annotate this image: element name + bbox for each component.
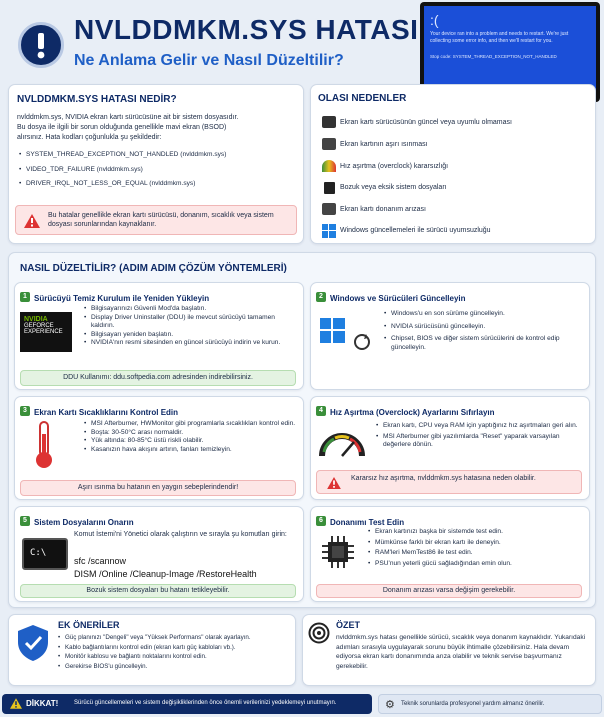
logo-line: EXPERIENCE [24,329,63,335]
step-1-list [84,305,296,348]
step-item: • PSU'nun yeterli gücü sağladığından emin olun. [368,560,584,569]
windows-update-icon [320,318,372,354]
extra-item: • Güç planınızı "Dengeli" veya "Yüksek Performans" olarak ayarlayın. [58,633,292,643]
step-5-note: Bozuk sistem dosyaları bu hatanı tetikleyebilir. [20,584,296,598]
windows-icon [322,224,336,238]
hardware-icon [322,203,336,215]
step-1-header [20,288,209,306]
causes-title: OLASI NEDENLER [318,93,407,104]
fix-title: NASIL DÜZELTİLİR? (ADIM ADIM ÇÖZÜM YÖNTEMLERİ) [20,263,287,274]
chip-icon [320,534,356,570]
cause-item: Ekran kartının aşırı ısınması [340,141,428,148]
attention-label: DİKKAT! [26,699,59,708]
step-item: • MSI Afterburner, HWMonitor gibi programlarla sıcaklıkları kontrol edin. [84,420,296,429]
step-2-title: Windows ve Sürücüleri Güncelleyin [330,294,466,303]
what-is-card [8,84,304,244]
attention-text: Sürücü güncellemeleri ve sistem değişikliklerinden önce önemli verilerinizi yedeklemeyi unutmayın. [74,700,337,706]
extra-item: • Monitör kablosu ve bağlantı noktalarını kontrol edin. [58,652,292,662]
step-number: 2 [316,292,326,302]
step-6-list [368,528,584,568]
step-number: 5 [20,516,30,526]
step-5-intro: Komut İstemi'ni Yönetici olarak çalıştırın ve sırayla şu komutları girin: [74,531,287,538]
summary-text: nvlddmkm.sys hatası genellikle sürücü, sıcaklık veya donanım kaynaklıdır. Yukarıdaki adımları sırasıyla uygulayarak sorunu büyük ihtimalle çözebilirsiniz. Hala devam ediyorsa ekran kartı donanımında arıza olabilir ve teknik servise başvurmanız gerekebilir. [336,634,586,670]
logo-line: NVIDIA [24,316,48,323]
warning-box [15,205,297,235]
extra-item: • Gerekirse BIOS'u güncelleyin. [58,662,292,672]
shield-check-icon [16,624,50,662]
bsod-stop: Stop code: SYSTEM_THREAD_EXCEPTION_NOT_HANDLED [430,54,557,59]
tip-bar [378,694,602,714]
step-item: • NVIDIA'nın resmi sitesinden en güncel sürücüyü indirin ve kurun. [84,339,296,348]
warning-icon [10,698,22,709]
alert-icon [18,22,64,68]
step-4-note [316,470,582,494]
step-1-title: Sürücüyü Temiz Kurulum ile Yeniden Yükleyin [34,294,210,303]
step-item: • Yük altında: 80-85°C üstü riskli olabilir. [84,437,296,446]
what-is-title: NVLDDMKM.SYS HATASI NEDİR? [17,94,177,105]
bsod-face: :( [430,12,439,28]
extra-item: • Kablo bağlantılarını kontrol edin (ekran kartı güç kabloları vb.). [58,643,292,653]
cause-item: Ekran kartı sürücüsünün güncel veya uyumlu olmaması [340,119,512,126]
step-item: • Chipset, BIOS ve diğer sistem sürücülerini de kontrol edip güncelleyin. [384,335,582,352]
step-5-header [20,512,134,530]
nvidia-logo [20,312,72,352]
step-number: 3 [20,406,30,416]
step-item: • NVIDIA sürücüsünü güncelleyin. [384,323,582,332]
summary-title: ÖZET [336,620,360,630]
logo-line: GEFORCE [24,323,54,329]
tip-text: Teknik sorunlarda profesyonel yardım almanız önerilir. [401,701,545,707]
step-3-note: Aşırı ısınma bu hatanın en yaygın sebeplerindendir! [20,480,296,496]
extra-title: EK ÖNERİLER [58,620,120,630]
step-6-note: Donanım arızası varsa değişim gerekebilir. [316,584,582,598]
step-item: • Windows'u en son sürüme güncelleyin. [384,310,582,319]
step-item: • Ekran kartınızı başka bir sistemde test edin. [368,528,584,537]
attention-bar [2,694,372,714]
warning-text: Bu hatalar genellikle ekran kartı sürücüsü, donanım, sıcaklık veya sistem dosyası sorunlarından kaynaklanır. [48,212,274,228]
step-3-title: Ekran Kartı Sıcaklıklarını Kontrol Edin [34,408,179,417]
step-number: 1 [20,292,30,302]
extra-list [58,633,292,671]
step-number: 6 [316,516,326,526]
bsod-text: Your device ran into a problem and needs to restart. We're just collecting some error info, and then we'll restart for you. [430,31,569,44]
command-dism: DISM /Online /Cleanup-Image /RestoreHealth [74,569,257,579]
step-2-header [316,288,466,306]
step-item: • MSI Afterburner gibi yazılımlarda "Reset" yaparak varsayılan değerlere dönün. [376,433,584,450]
gear-icon: ⚙ [385,699,395,711]
warning-icon [24,214,40,228]
step-1-note: DDU Kullanımı: ddu.softpedia.com adresinden indirebilirsiniz. [20,370,296,386]
page-title: NVLDDMKM.SYS HATASI [74,14,419,45]
file-icon [324,182,335,194]
speed-gauge-icon [322,160,336,172]
warning-icon [327,477,341,489]
target-icon [308,622,330,644]
step-6-title: Donanımı Test Edin [330,518,405,527]
gpu-icon [322,116,336,128]
step-4-header [316,402,495,420]
what-is-p2: Bu dosya ile ilgili bir sorun olduğunda genellikle mavi ekran (BSOD) [17,124,227,131]
what-is-p3: alırsınız. Hata kodları çoğunlukla şu şekildedir: [17,134,162,141]
command-sfc: sfc /scannow [74,556,127,566]
step-item: • Boşta: 30-50°C arası normaldir. [84,429,296,438]
step-item: • Bilgisayarınızı Güvenli Mod'da başlatın. [84,305,296,314]
step-item: • RAM'leri MemTest86 ile test edin. [368,549,584,558]
step-4-list [376,422,584,450]
error-code: • SYSTEM_THREAD_EXCEPTION_NOT_HANDLED (nvlddmkm.sys) [19,151,226,160]
cause-item: Hız aşırtma (overclock) kararsızlığı [340,163,449,170]
step-item: • Display Driver Uninstaller (DDU) ile mevcut sürücüyü tamamen kaldırın. [84,314,296,331]
step-number: 4 [316,406,326,416]
cause-item: Bozuk veya eksik sistem dosyaları [340,184,447,191]
cpu-heat-icon [322,138,336,150]
speedometer-icon [318,428,366,458]
step-4-note-text: Kararsız hız aşırtma, nvlddmkm.sys hatasına neden olabilir. [351,475,536,482]
cause-item: Ekran kartı donanım arızası [340,206,426,213]
step-3-list [84,420,296,454]
step-item: • Bilgisayarı yeniden başlatın. [84,331,296,340]
step-item: • Kasanızın hava akışını artırın, fanları temizleyin. [84,446,296,455]
step-item: • Ekran kartı, CPU veya RAM için yaptığınız hız aşırtmaları geri alın. [376,422,584,431]
step-item: • Mümkünse farklı bir ekran kartı ile deneyin. [368,539,584,548]
step-4-title: Hız Aşırtma (Overclock) Ayarlarını Sıfırlayın [330,408,495,417]
error-code-list [19,151,226,189]
step-2-list [384,310,582,352]
cause-item: Windows güncellemeleri ile sürücü uyumsuzluğu [340,227,491,234]
thermometer-icon [32,420,56,470]
error-code: • VIDEO_TDR_FAILURE (nvlddmkm.sys) [19,166,226,175]
error-code: • DRIVER_IRQL_NOT_LESS_OR_EQUAL (nvlddmkm.sys) [19,180,226,189]
what-is-p1: nvlddmkm.sys, NVIDIA ekran kartı sürücüsüne ait bir sistem dosyasıdır. [17,114,239,121]
cmd-icon: C:\ [22,538,68,570]
page-subtitle: Ne Anlama Gelir ve Nasıl Düzeltilir? [74,52,344,69]
step-3-header [20,402,178,420]
step-5-title: Sistem Dosyalarını Onarın [34,518,134,527]
